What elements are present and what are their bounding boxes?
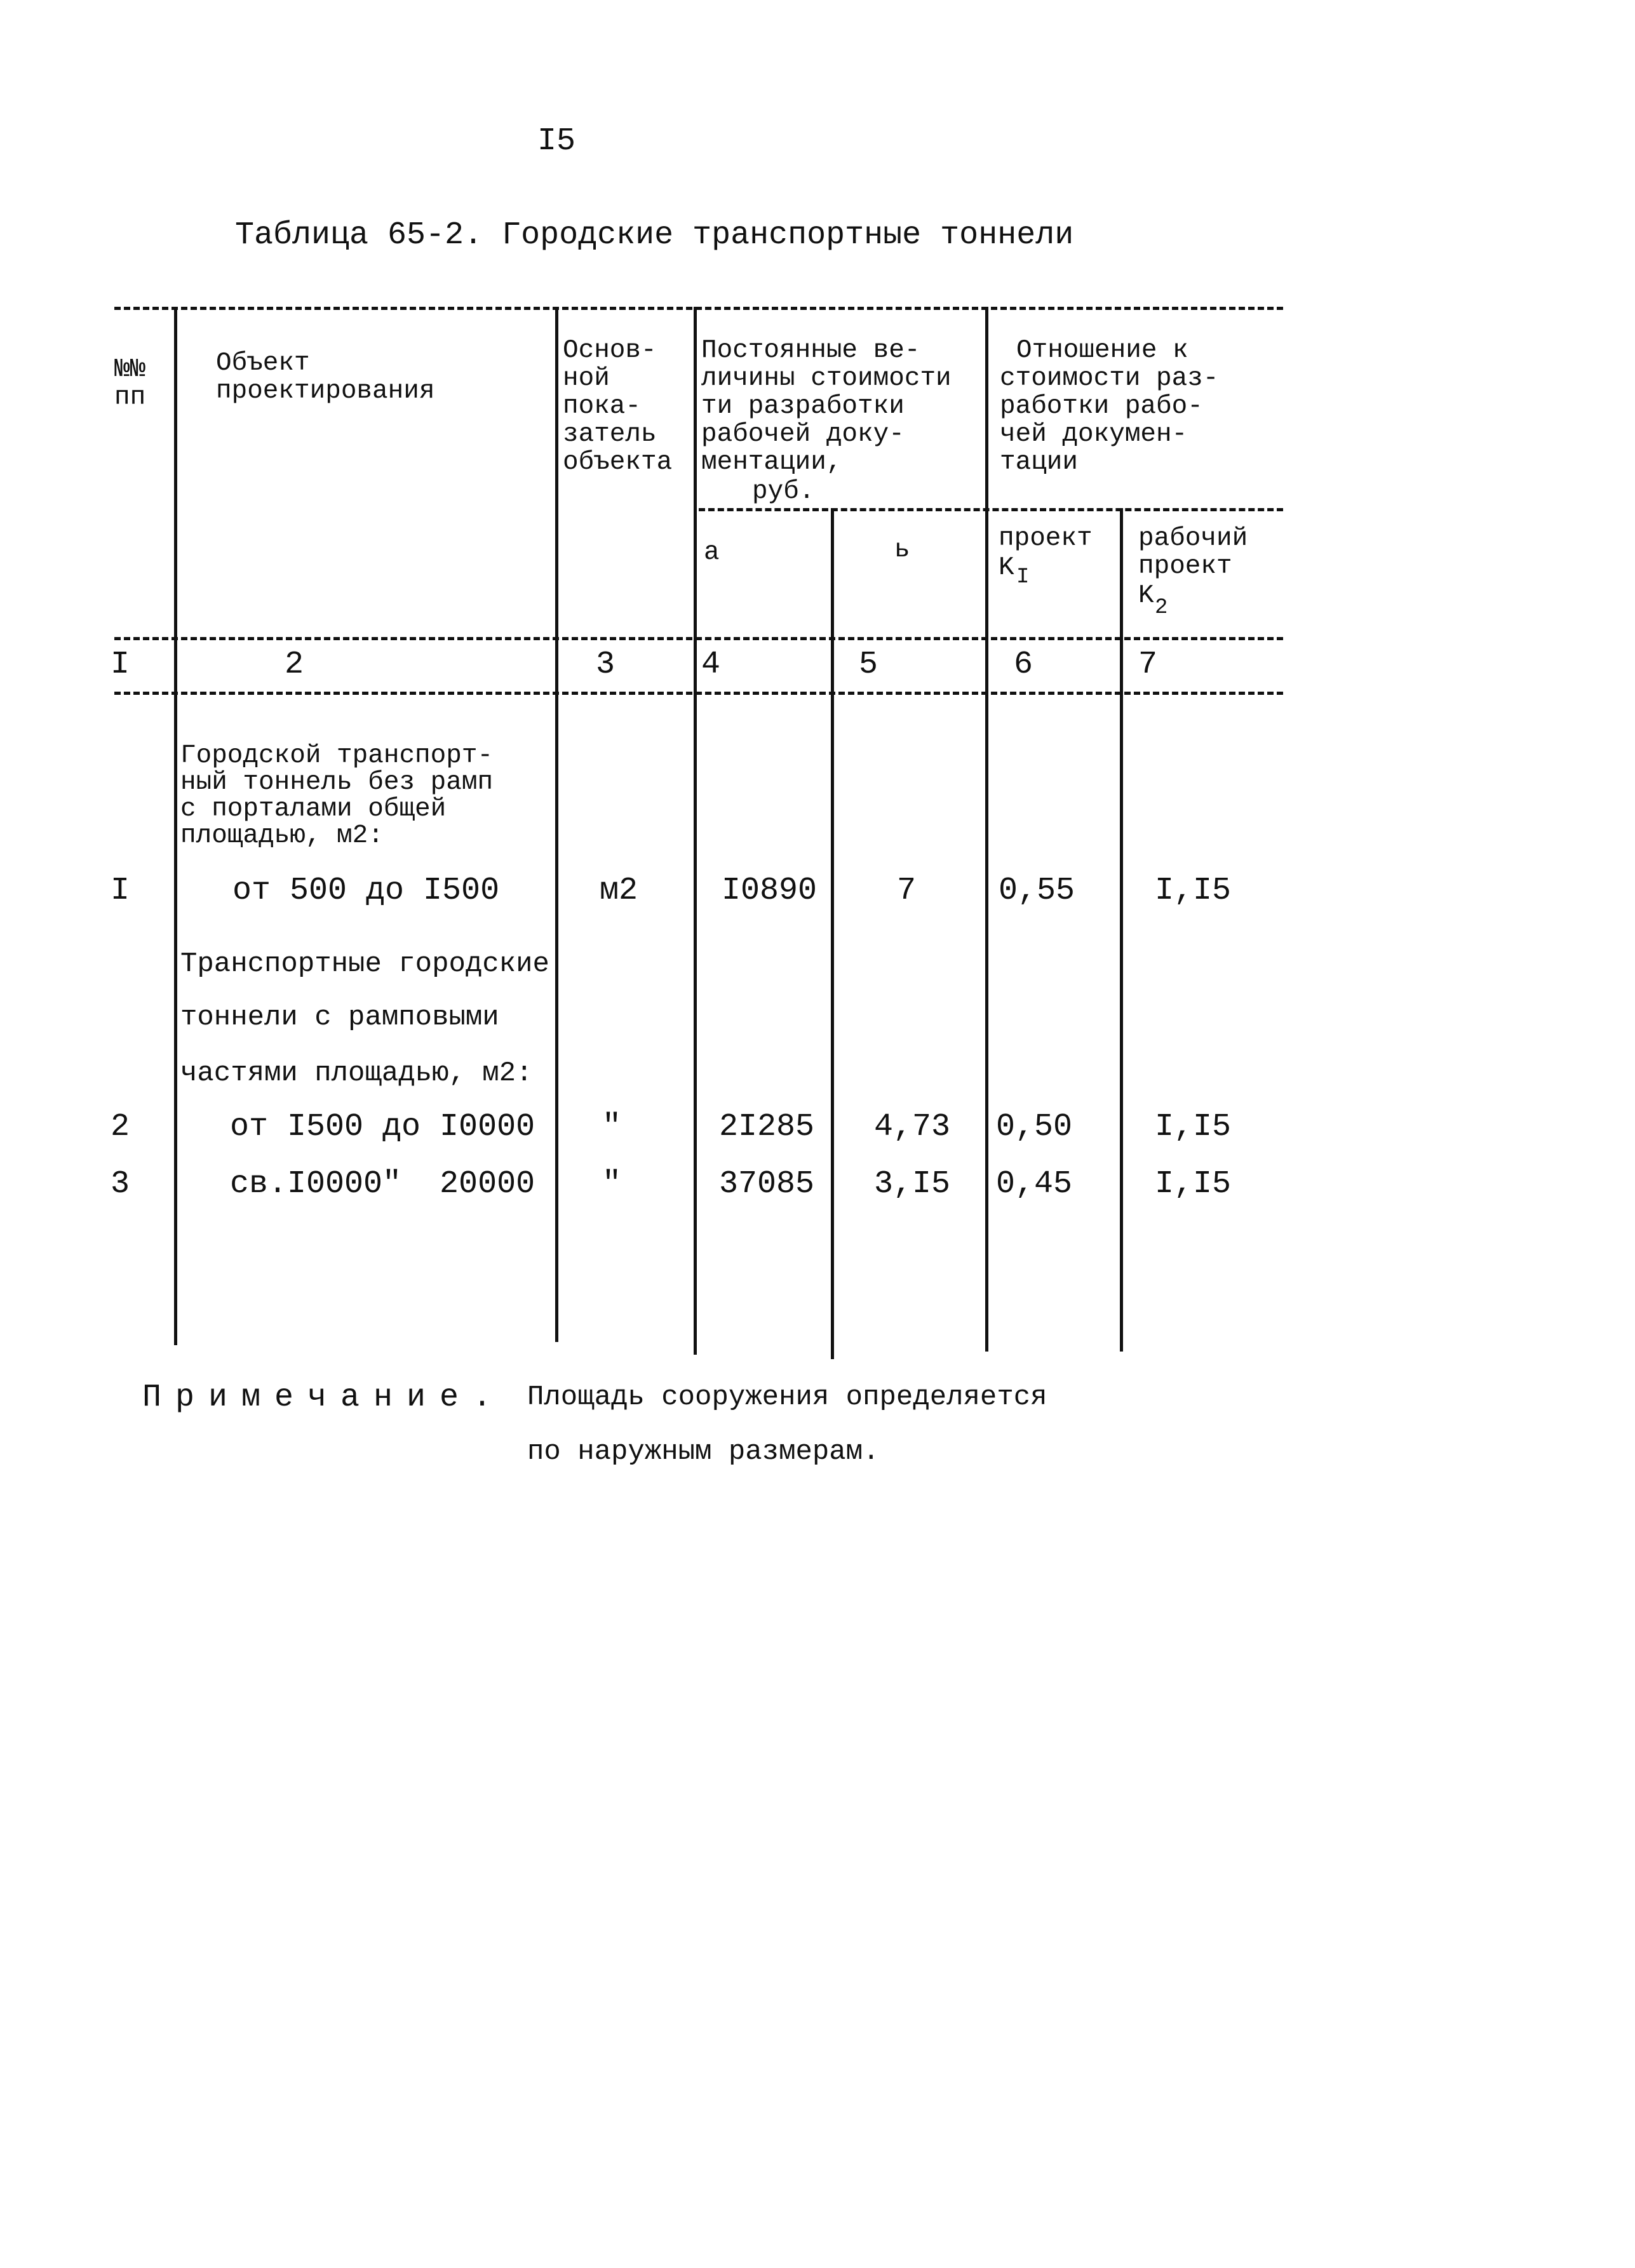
row1-b: 7 bbox=[897, 873, 917, 909]
row1-a: I0890 bbox=[722, 873, 818, 909]
row2-k1: 0,50 bbox=[996, 1109, 1073, 1145]
column-divider-6 bbox=[1120, 508, 1123, 1352]
page-number: I5 bbox=[537, 123, 576, 159]
group2-line2: тоннели с рамповыми bbox=[180, 1002, 499, 1033]
table-title: Таблица 65-2. Городские транспортные тоннели bbox=[235, 217, 1074, 253]
row2-k2: I,I5 bbox=[1155, 1109, 1232, 1145]
row2-object: от I500 до I0000 bbox=[230, 1109, 535, 1145]
header-col67-line5: тации bbox=[1000, 448, 1079, 477]
row3-b: 3,I5 bbox=[874, 1166, 951, 1202]
colnum-3: 3 bbox=[596, 647, 616, 683]
row1-k2: I,I5 bbox=[1155, 873, 1232, 909]
group2-line3: частями площадью, м2: bbox=[180, 1057, 533, 1089]
header-col67-line1: Отношение к bbox=[1016, 336, 1188, 365]
header-col3-line3: пока- bbox=[563, 392, 642, 421]
row1-indicator: м2 bbox=[600, 873, 638, 909]
subheader-k2-word2: проект bbox=[1138, 552, 1232, 581]
header-col45-line3: ти разработки bbox=[701, 392, 905, 421]
subheader-k1-sub: I bbox=[1016, 565, 1030, 589]
group1-line4: площадью, м2: bbox=[180, 821, 384, 850]
row3-a: 37085 bbox=[719, 1166, 815, 1202]
row3-num: 3 bbox=[111, 1166, 130, 1202]
header-mid-rule bbox=[699, 508, 1283, 511]
header-bottom-rule bbox=[114, 637, 1283, 640]
row1-k1: 0,55 bbox=[999, 873, 1075, 909]
column-divider-4 bbox=[831, 508, 834, 1359]
note-line2: по наружным размерам. bbox=[527, 1436, 880, 1468]
colnum-7: 7 bbox=[1138, 647, 1158, 683]
row2-num: 2 bbox=[111, 1109, 130, 1145]
header-col3-line5: объекта bbox=[563, 448, 673, 477]
header-col3-line4: затель bbox=[563, 420, 657, 449]
header-col67-line4: чей докумен- bbox=[1000, 420, 1188, 449]
subheader-k1-word: проект bbox=[999, 524, 1093, 553]
subheader-a: а bbox=[704, 538, 720, 567]
header-col1-line2: пп bbox=[114, 383, 146, 412]
colnum-4: 4 bbox=[701, 647, 721, 683]
column-divider-1 bbox=[174, 307, 177, 1345]
header-col67-line3: работки рабо- bbox=[1000, 392, 1203, 421]
table-top-rule bbox=[114, 307, 1283, 310]
row3-k1: 0,45 bbox=[996, 1166, 1073, 1202]
group1-line3: с порталами общей bbox=[180, 795, 447, 824]
subheader-k2-sub: 2 bbox=[1155, 596, 1168, 620]
column-divider-3 bbox=[694, 307, 697, 1355]
header-col45-line6: руб. bbox=[752, 477, 815, 506]
group1-line2: ный тоннель без рамп bbox=[180, 768, 494, 797]
header-col67-line2: стоимости раз- bbox=[1000, 364, 1219, 393]
row3-indicator: " bbox=[602, 1166, 622, 1202]
row2-b: 4,73 bbox=[874, 1109, 951, 1145]
subheader-b: ь bbox=[894, 535, 910, 565]
colnum-2: 2 bbox=[285, 647, 304, 683]
row1-num: I bbox=[111, 873, 130, 909]
header-col1-line1: №№ bbox=[114, 355, 146, 384]
header-col45-line1: Постоянные ве- bbox=[701, 336, 920, 365]
row3-k2: I,I5 bbox=[1155, 1166, 1232, 1202]
row1-object: от 500 до I500 bbox=[232, 873, 500, 909]
note-line1: Площадь сооружения определяется bbox=[527, 1381, 1047, 1413]
header-col3-line1: Основ- bbox=[563, 336, 657, 365]
header-col2-line2: проектирования bbox=[216, 377, 435, 406]
colnum-1: I bbox=[111, 647, 130, 683]
header-col2-line1: Объект bbox=[216, 349, 310, 378]
header-col3-line2: ной bbox=[563, 364, 610, 393]
header-col45-line5: ментации, bbox=[701, 448, 842, 477]
group2-line1: Транспортные городские bbox=[180, 948, 549, 980]
header-col45-line2: личины стоимости bbox=[701, 364, 952, 393]
group1-line1: Городской транспорт- bbox=[180, 741, 494, 770]
subheader-k2-letter: K bbox=[1138, 581, 1154, 610]
column-divider-5 bbox=[985, 307, 988, 1352]
note-label: Примечание. bbox=[142, 1379, 506, 1416]
subheader-k1-letter: K bbox=[999, 553, 1014, 582]
row2-a: 2I285 bbox=[719, 1109, 815, 1145]
colnum-5: 5 bbox=[859, 647, 878, 683]
row3-object: св.I0000" 20000 bbox=[230, 1166, 535, 1202]
subheader-k2-word1: рабочий bbox=[1138, 524, 1248, 553]
header-col45-line4: рабочей доку- bbox=[701, 420, 905, 449]
column-numbers-rule bbox=[114, 692, 1283, 695]
colnum-6: 6 bbox=[1014, 647, 1033, 683]
row2-indicator: " bbox=[602, 1109, 622, 1145]
column-divider-2 bbox=[555, 307, 558, 1342]
